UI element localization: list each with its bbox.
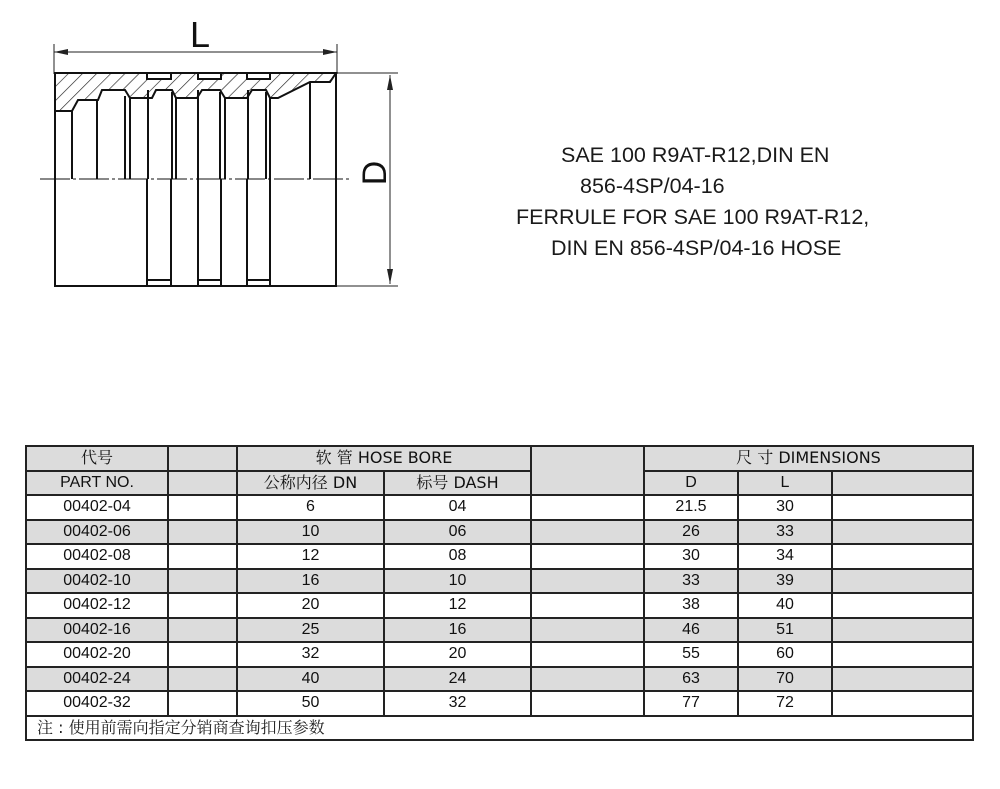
part-number: 00402-08 [26, 544, 168, 569]
d-header: D [644, 471, 738, 496]
d-value: 55 [644, 642, 738, 667]
l-value: 51 [738, 618, 832, 643]
blank-cell [168, 642, 237, 667]
d-value: 77 [644, 691, 738, 716]
blank-cell [168, 495, 237, 520]
blank-cell [832, 495, 973, 520]
dn-value: 6 [237, 495, 384, 520]
dn-value: 50 [237, 691, 384, 716]
crimp-parameter-note: 注 : 使用前需向指定分销商查询扣压参数 [26, 716, 973, 741]
l-value: 72 [738, 691, 832, 716]
blank-cell [832, 520, 973, 545]
table-row [26, 544, 973, 569]
blank-header-cell [832, 471, 973, 496]
table-row [26, 569, 973, 594]
dash-value: 32 [384, 691, 531, 716]
blank-cell [832, 593, 973, 618]
dash-value: 16 [384, 618, 531, 643]
blank-cell [168, 520, 237, 545]
blank-cell [168, 691, 237, 716]
part-number-header: PART NO. [26, 471, 168, 496]
blank-cell [832, 691, 973, 716]
blank-cell [531, 495, 644, 520]
diameter-label: D [356, 160, 394, 186]
l-value: 70 [738, 667, 832, 692]
title-line-1: SAE 100 R9AT-R12,DIN EN [561, 143, 830, 167]
part-number: 00402-12 [26, 593, 168, 618]
d-value: 30 [644, 544, 738, 569]
l-value: 40 [738, 593, 832, 618]
blank-cell [531, 520, 644, 545]
table-row [26, 520, 973, 545]
blank-cell [168, 544, 237, 569]
header-row-1 [26, 446, 973, 471]
dash-value: 20 [384, 642, 531, 667]
blank-cell [168, 569, 237, 594]
blank-cell [531, 569, 644, 594]
dn-value: 32 [237, 642, 384, 667]
l-value: 60 [738, 642, 832, 667]
blank-cell [531, 544, 644, 569]
l-header: L [738, 471, 832, 496]
dn-value: 25 [237, 618, 384, 643]
title-line-2: 856-4SP/04-16 [580, 174, 725, 198]
dash-header: 标号 DASH [384, 471, 531, 496]
table-row [26, 495, 973, 520]
table-row [26, 691, 973, 716]
blank-cell [832, 642, 973, 667]
part-number: 00402-24 [26, 667, 168, 692]
l-value: 34 [738, 544, 832, 569]
dash-value: 10 [384, 569, 531, 594]
l-value: 39 [738, 569, 832, 594]
note-row [26, 716, 973, 741]
blank-cell [531, 667, 644, 692]
title-line-3: FERRULE FOR SAE 100 R9AT-R12, [516, 205, 870, 229]
dimensions-header: 尺 寸 DIMENSIONS [644, 446, 973, 471]
dn-value: 16 [237, 569, 384, 594]
blank-cell [168, 667, 237, 692]
blank-header-cell [168, 446, 237, 471]
blank-cell [832, 667, 973, 692]
blank-header-cell [531, 446, 644, 495]
blank-header-cell [168, 471, 237, 496]
d-value: 38 [644, 593, 738, 618]
dash-value: 04 [384, 495, 531, 520]
l-value: 33 [738, 520, 832, 545]
d-value: 21.5 [644, 495, 738, 520]
blank-cell [832, 618, 973, 643]
d-value: 26 [644, 520, 738, 545]
dn-value: 20 [237, 593, 384, 618]
dn-value: 12 [237, 544, 384, 569]
dash-value: 06 [384, 520, 531, 545]
d-value: 46 [644, 618, 738, 643]
blank-cell [531, 691, 644, 716]
dash-value: 12 [384, 593, 531, 618]
blank-cell [832, 569, 973, 594]
table-row [26, 593, 973, 618]
header-row-2 [26, 471, 973, 496]
specification-table [25, 445, 974, 741]
blank-cell [832, 544, 973, 569]
part-number: 00402-06 [26, 520, 168, 545]
title-line-4: DIN EN 856-4SP/04-16 HOSE [551, 236, 842, 260]
dash-value: 24 [384, 667, 531, 692]
blank-cell [531, 593, 644, 618]
hose-bore-header: 软 管 HOSE BORE [237, 446, 531, 471]
part-number: 00402-10 [26, 569, 168, 594]
blank-cell [531, 618, 644, 643]
ferrule-body [40, 73, 350, 286]
blank-cell [168, 618, 237, 643]
table-row [26, 667, 973, 692]
part-number: 00402-16 [26, 618, 168, 643]
table-row [26, 642, 973, 667]
table-row [26, 618, 973, 643]
part-number: 00402-20 [26, 642, 168, 667]
dash-value: 08 [384, 544, 531, 569]
length-label: L [189, 14, 211, 55]
dn-value: 10 [237, 520, 384, 545]
blank-cell [168, 593, 237, 618]
dn-value: 40 [237, 667, 384, 692]
part-number: 00402-04 [26, 495, 168, 520]
blank-cell [531, 642, 644, 667]
d-value: 63 [644, 667, 738, 692]
dn-header: 公称内径 DN [237, 471, 384, 496]
part-number: 00402-32 [26, 691, 168, 716]
ferrule-section-drawing [0, 0, 420, 310]
part-number-header-cn: 代号 [26, 446, 168, 471]
l-value: 30 [738, 495, 832, 520]
d-value: 33 [644, 569, 738, 594]
